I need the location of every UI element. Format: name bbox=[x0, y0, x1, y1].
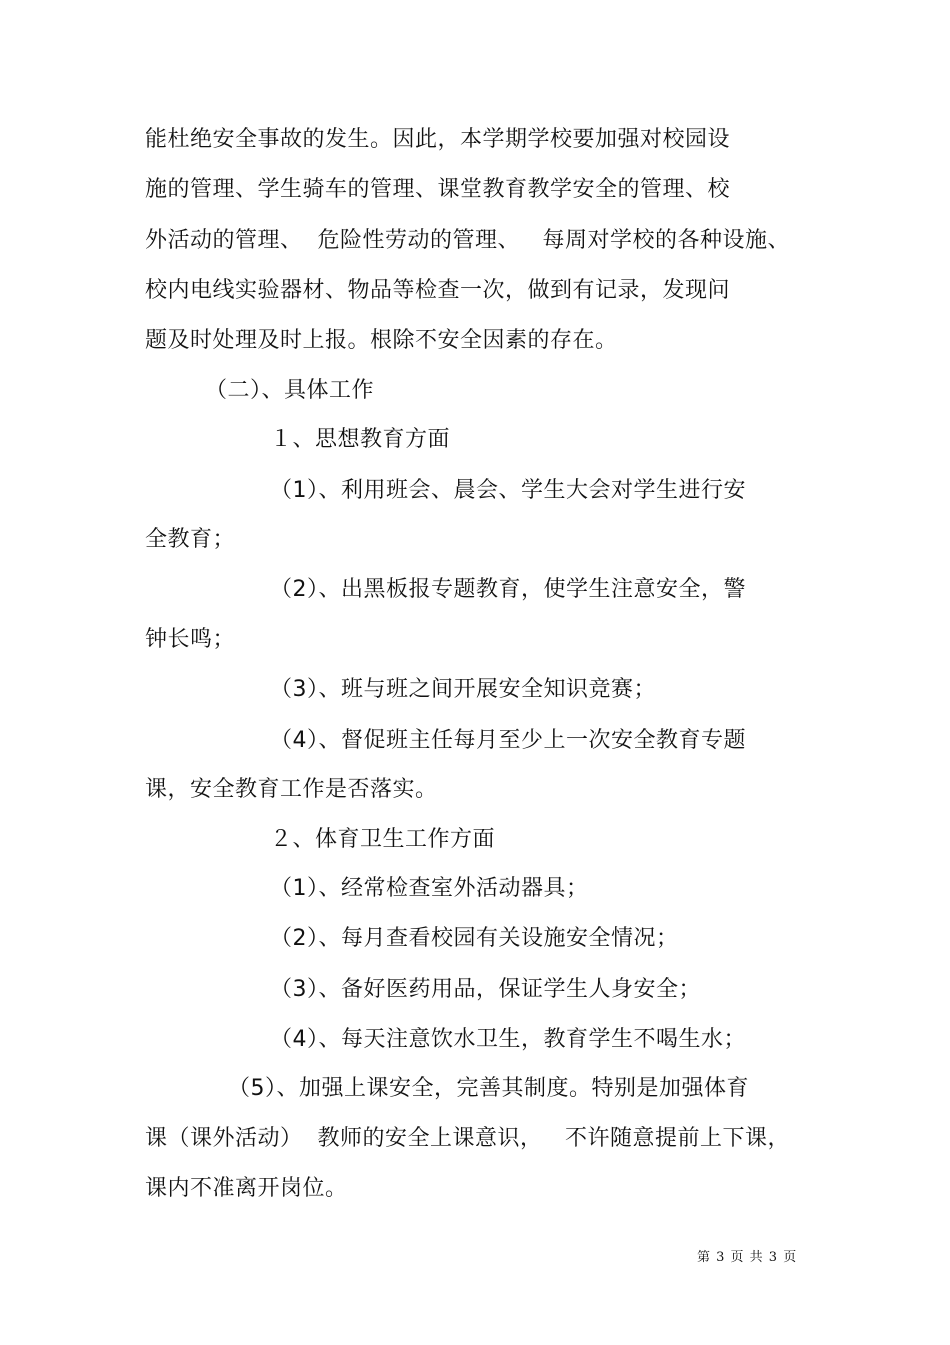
page-number-footer: 第 3 页 共 3 页 bbox=[697, 1250, 798, 1265]
subsection-heading: １、思想教育方面 bbox=[270, 427, 451, 452]
list-item: （3）、班与班之间开展安全知识竞赛； bbox=[270, 677, 656, 702]
section-heading: （二）、具体工作 bbox=[205, 378, 375, 403]
paragraph-line: 题及时处理及时上报。根除不安全因素的存在。 bbox=[145, 328, 618, 353]
list-item: （2）、出黑板报专题教育，使学生注意安全，警 bbox=[270, 577, 746, 602]
paragraph-line: 能杜绝安全事故的发生。因此，本学期学校要加强对校园设 bbox=[145, 127, 731, 152]
paragraph-line: 课内不准离开岗位。 bbox=[145, 1176, 348, 1201]
list-item: （1）、利用班会、晨会、学生大会对学生进行安 bbox=[270, 478, 746, 503]
paragraph-line: 全教育； bbox=[145, 527, 236, 552]
list-item: （2）、每月查看校园有关设施安全情况； bbox=[270, 926, 679, 951]
subsection-heading: ２、体育卫生工作方面 bbox=[270, 827, 496, 852]
list-item: （4）、每天注意饮水卫生，教育学生不喝生水； bbox=[270, 1027, 746, 1052]
paragraph-line: 校内电线实验器材、物品等检查一次，做到有记录，发现问 bbox=[145, 278, 731, 303]
paragraph-line: 课，安全教育工作是否落实。 bbox=[145, 777, 438, 802]
paragraph-line: 外活动的管理、 危险性劳动的管理、 每周对学校的各种设施、 bbox=[145, 228, 790, 253]
list-item: （5）、加强上课安全，完善其制度。特别是加强体育 bbox=[228, 1076, 749, 1101]
paragraph-line: 施的管理、学生骑车的管理、课堂教育教学安全的管理、校 bbox=[145, 177, 731, 202]
paragraph-line: 钟长鸣； bbox=[145, 627, 236, 652]
list-item: （3）、备好医药用品，保证学生人身安全； bbox=[270, 977, 701, 1002]
paragraph-line: 课（课外活动） 教师的安全上课意识， 不许随意提前上下课， bbox=[145, 1126, 790, 1151]
list-item: （4）、督促班主任每月至少上一次安全教育专题 bbox=[270, 728, 746, 753]
list-item: （1）、经常检查室外活动器具； bbox=[270, 876, 589, 901]
